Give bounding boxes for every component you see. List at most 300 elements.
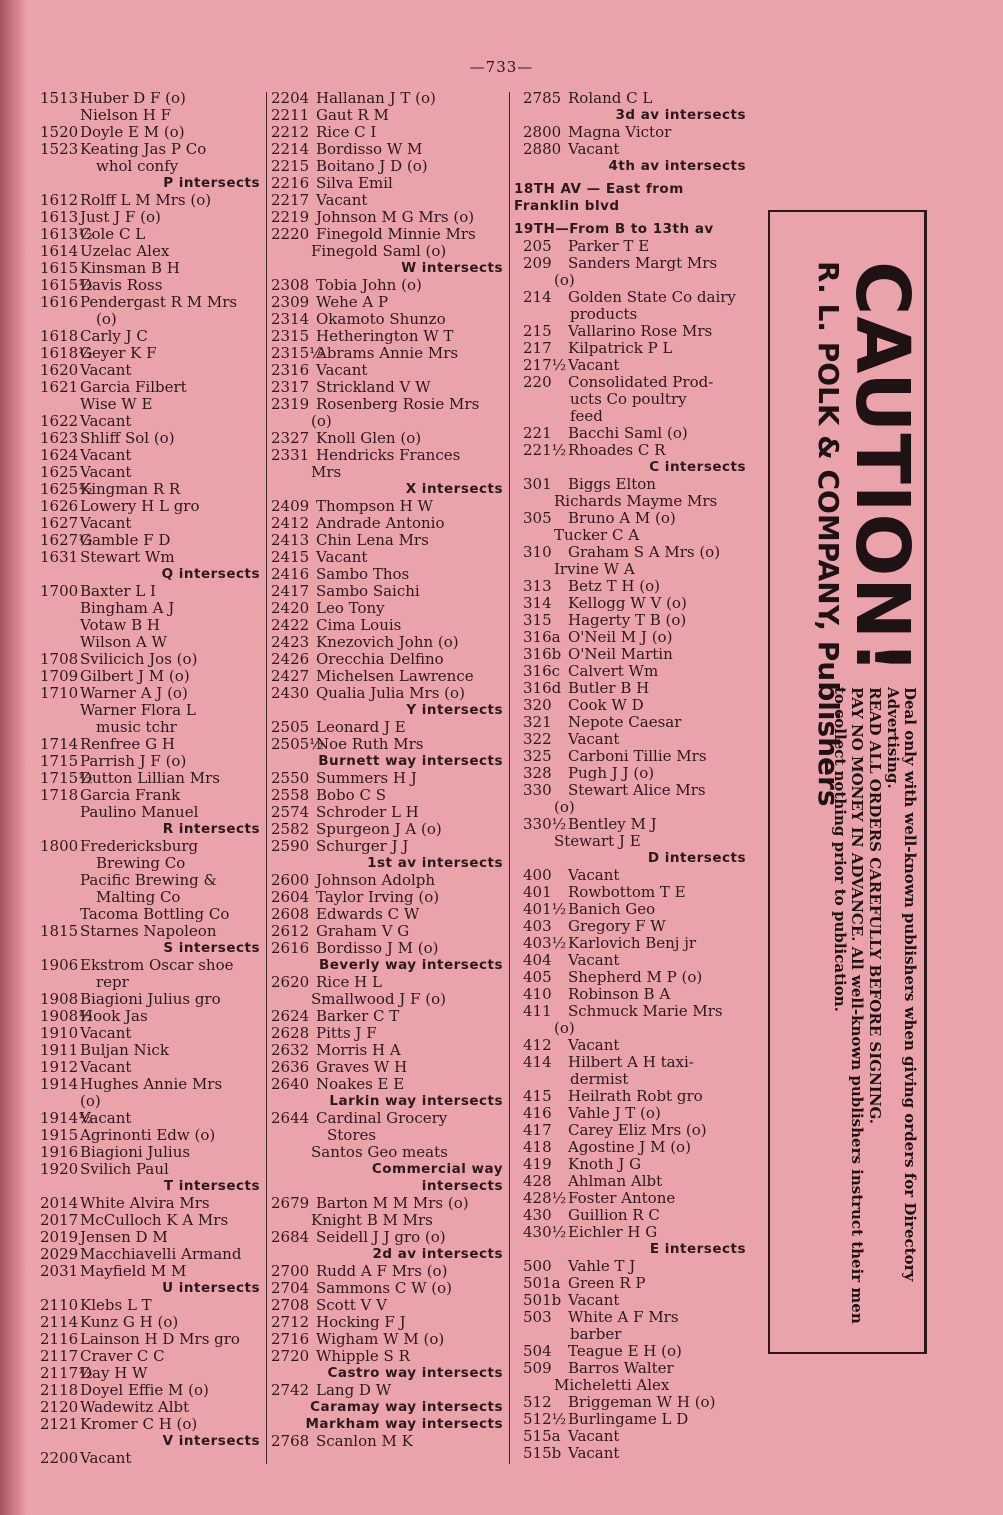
resident-name: White A F Mrs xyxy=(568,1309,679,1326)
house-number: 1613½ xyxy=(40,226,93,243)
resident-name: Hendricks Frances xyxy=(316,447,461,464)
house-number: 2114 xyxy=(40,1314,79,1331)
directory-entry-continuation: Brewing Co xyxy=(96,855,186,872)
house-number: 414 xyxy=(523,1054,552,1071)
directory-entry xyxy=(514,289,746,306)
column-divider xyxy=(509,92,510,1464)
house-number: 2582 xyxy=(271,821,310,838)
resident-name: Seidell J J gro (o) xyxy=(316,1229,446,1246)
house-number: 1700 xyxy=(40,583,79,600)
house-number: 321 xyxy=(523,714,552,731)
resident-name: Huber D F (o) xyxy=(80,90,186,107)
directory-entry xyxy=(514,731,746,748)
house-number: 2620 xyxy=(271,974,310,991)
resident-name: Orecchia Delfino xyxy=(316,651,444,668)
resident-name: Bacchi Saml (o) xyxy=(568,425,688,442)
house-number: 2331 xyxy=(271,447,310,464)
directory-entry xyxy=(40,345,260,362)
directory-entry xyxy=(40,243,260,260)
house-number: 2700 xyxy=(271,1263,310,1280)
house-number: 1906 xyxy=(40,957,79,974)
resident-name: Chin Lena Mrs xyxy=(316,532,429,549)
directory-entry-continuation: Malting Co xyxy=(96,889,181,906)
resident-name: O'Neil Martin xyxy=(568,646,673,663)
cross-street-heading: X intersects xyxy=(405,481,503,497)
directory-entry xyxy=(40,1348,260,1365)
resident-name: Vacant xyxy=(568,357,620,374)
house-number: 315 xyxy=(523,612,552,629)
directory-entry-continuation: whol confy xyxy=(96,158,179,175)
house-number: 2211 xyxy=(271,107,310,124)
resident-name: Mayfield M M xyxy=(80,1263,187,1280)
house-number: 401 xyxy=(523,884,552,901)
resident-name: Starnes Napoleon xyxy=(80,923,217,940)
resident-name: Jensen D M xyxy=(80,1229,168,1246)
resident-name: Bordisso J M (o) xyxy=(316,940,439,957)
directory-entry xyxy=(514,663,746,680)
directory-entry xyxy=(40,1076,260,1093)
house-number: 416 xyxy=(523,1105,552,1122)
house-number: 305 xyxy=(523,510,552,527)
cross-street-heading: intersects xyxy=(421,1178,503,1194)
directory-entry xyxy=(514,510,746,527)
directory-entry xyxy=(271,838,503,855)
resident-name: Edwards C W xyxy=(316,906,420,923)
caution-line: Deal only with well-known publishers when giving orders for Directory Advertising. xyxy=(884,687,919,1282)
house-number: 1627½ xyxy=(40,532,93,549)
resident-name: Vacant xyxy=(80,1059,132,1076)
house-number: 221½ xyxy=(523,442,567,459)
street-heading: 18TH AV — East from xyxy=(514,181,684,197)
directory-entry xyxy=(514,1411,746,1428)
directory-entry xyxy=(271,1433,503,1450)
resident-name: Vacant xyxy=(568,141,620,158)
directory-entry xyxy=(271,600,503,617)
house-number: 1912 xyxy=(40,1059,79,1076)
house-number: 503 xyxy=(523,1309,552,1326)
cross-street-heading: C intersects xyxy=(649,459,746,475)
resident-name: Vacant xyxy=(568,1037,620,1054)
directory-entry xyxy=(514,357,746,374)
house-number: 301 xyxy=(523,476,552,493)
house-number: 509 xyxy=(523,1360,552,1377)
resident-name: Qualia Julia Mrs (o) xyxy=(316,685,465,702)
directory-entry xyxy=(271,821,503,838)
house-number: 205 xyxy=(523,238,552,255)
house-number: 2800 xyxy=(523,124,562,141)
resident-name: Shepherd M P (o) xyxy=(568,969,703,986)
house-number: 2785 xyxy=(523,90,562,107)
house-number: 217 xyxy=(523,340,552,357)
directory-entry xyxy=(271,1229,503,1246)
resident-name: Shliff Sol (o) xyxy=(80,430,175,447)
directory-entry xyxy=(271,1382,503,1399)
resident-name: Carboni Tillie Mrs xyxy=(568,748,707,765)
directory-entry xyxy=(271,447,503,464)
directory-entry xyxy=(40,1263,260,1280)
house-number: 2214 xyxy=(271,141,310,158)
directory-entry xyxy=(514,1343,746,1360)
resident-name: Hallanan J T (o) xyxy=(316,90,436,107)
resident-name: Biggs Elton xyxy=(568,476,656,493)
house-number: 404 xyxy=(523,952,552,969)
resident-name: Bentley M J xyxy=(568,816,657,833)
directory-entry xyxy=(40,583,260,600)
directory-entry xyxy=(40,1450,260,1467)
directory-entry xyxy=(271,787,503,804)
resident-name: Hook Jas xyxy=(80,1008,148,1025)
directory-entry xyxy=(271,651,503,668)
resident-name: Nepote Caesar xyxy=(568,714,682,731)
house-number: 1914 xyxy=(40,1076,79,1093)
directory-entry xyxy=(40,753,260,770)
house-number: 2608 xyxy=(271,906,310,923)
cross-street-heading: Q intersects xyxy=(161,566,260,582)
directory-entry-continuation: Knight B M Mrs xyxy=(311,1212,433,1229)
house-number: 412 xyxy=(523,1037,552,1054)
directory-entry xyxy=(271,141,503,158)
resident-name: Warner A J (o) xyxy=(80,685,188,702)
resident-name: Vacant xyxy=(316,549,368,566)
directory-entry xyxy=(514,952,746,969)
resident-name: Rice C I xyxy=(316,124,377,141)
directory-entry xyxy=(40,209,260,226)
house-number: 2031 xyxy=(40,1263,79,1280)
directory-entry xyxy=(40,1008,260,1025)
house-number: 418 xyxy=(523,1139,552,1156)
directory-entry xyxy=(40,651,260,668)
directory-entry xyxy=(271,107,503,124)
resident-name: Rice H L xyxy=(316,974,382,991)
column-divider xyxy=(266,92,267,1464)
directory-entry-continuation: Mrs xyxy=(311,464,342,481)
directory-entry-continuation: ucts Co poultry xyxy=(570,391,687,408)
house-number: 403½ xyxy=(523,935,567,952)
resident-name: Noe Ruth Mrs xyxy=(316,736,424,753)
cross-street-heading: W intersects xyxy=(401,260,503,276)
house-number: 2716 xyxy=(271,1331,310,1348)
house-number: 1911 xyxy=(40,1042,79,1059)
resident-name: Gaut R M xyxy=(316,107,389,124)
house-number: 2632 xyxy=(271,1042,310,1059)
directory-entry xyxy=(514,1037,746,1054)
house-number: 2217 xyxy=(271,192,310,209)
resident-name: Lang D W xyxy=(316,1382,392,1399)
resident-name: Keating Jas P Co xyxy=(80,141,207,158)
directory-entry xyxy=(514,1445,746,1462)
resident-name: Rosenberg Rosie Mrs xyxy=(316,396,480,413)
house-number: 1815 xyxy=(40,923,79,940)
house-number: 1915 xyxy=(40,1127,79,1144)
house-number: 313 xyxy=(523,578,552,595)
resident-name: Schurger J J xyxy=(316,838,409,855)
directory-entry xyxy=(40,294,260,311)
directory-entry xyxy=(514,1309,746,1326)
house-number: 330 xyxy=(523,782,552,799)
directory-entry-continuation: feed xyxy=(570,408,603,425)
resident-name: Calvert Wm xyxy=(568,663,659,680)
house-number: 2413 xyxy=(271,532,310,549)
directory-entry xyxy=(514,578,746,595)
house-number: 215 xyxy=(523,323,552,340)
directory-entry xyxy=(40,90,260,107)
directory-entry xyxy=(514,1275,746,1292)
directory-entry xyxy=(514,425,746,442)
resident-name: Gamble F D xyxy=(80,532,171,549)
directory-entry xyxy=(40,464,260,481)
resident-name: Vacant xyxy=(80,464,132,481)
resident-name: Vacant xyxy=(316,192,368,209)
directory-entry xyxy=(40,328,260,345)
directory-entry xyxy=(271,617,503,634)
directory-entry xyxy=(40,1229,260,1246)
directory-entry xyxy=(271,736,503,753)
directory-entry xyxy=(40,1314,260,1331)
house-number: 2420 xyxy=(271,600,310,617)
caution-notice-box xyxy=(768,210,927,1354)
house-number: 430½ xyxy=(523,1224,567,1241)
resident-name: Banich Geo xyxy=(568,901,656,918)
directory-entry xyxy=(514,918,746,935)
resident-name: Kingman R R xyxy=(80,481,181,498)
resident-name: Hetherington W T xyxy=(316,328,454,345)
house-number: 2430 xyxy=(271,685,310,702)
resident-name: Magna Victor xyxy=(568,124,672,141)
resident-name: Finegold Minnie Mrs xyxy=(316,226,476,243)
caution-line: PAY NO MONEY IN ADVANCE. All well-known publishers instruct their men to collect nothing prior to publication. xyxy=(831,687,866,1324)
resident-name: Vacant xyxy=(568,731,620,748)
house-number: 2880 xyxy=(523,141,562,158)
resident-name: Vacant xyxy=(80,362,132,379)
directory-entry-continuation: (o) xyxy=(311,413,332,430)
street-heading: 19TH—From B to 13th av xyxy=(514,221,714,237)
house-number: 2423 xyxy=(271,634,310,651)
resident-name: Agostine J M (o) xyxy=(568,1139,691,1156)
directory-entry xyxy=(271,1280,503,1297)
house-number: 2558 xyxy=(271,787,310,804)
directory-entry xyxy=(271,770,503,787)
house-number: 2308 xyxy=(271,277,310,294)
directory-entry xyxy=(514,612,746,629)
resident-name: Kilpatrick P L xyxy=(568,340,673,357)
directory-entry xyxy=(514,1003,746,1020)
directory-entry xyxy=(40,1246,260,1263)
resident-name: Biagioni Julius xyxy=(80,1144,191,1161)
house-number: 2110 xyxy=(40,1297,79,1314)
directory-entry xyxy=(514,255,746,272)
house-number: 1618½ xyxy=(40,345,93,362)
caution-line: READ ALL ORDERS CAREFULLY BEFORE SIGNING. xyxy=(866,687,884,1125)
resident-name: Vacant xyxy=(80,1025,132,1042)
resident-name: Vacant xyxy=(568,1445,620,1462)
directory-entry xyxy=(271,1348,503,1365)
directory-entry-continuation: Warner Flora L xyxy=(80,702,196,719)
house-number: 2315 xyxy=(271,328,310,345)
directory-entry xyxy=(514,1139,746,1156)
directory-entry xyxy=(271,583,503,600)
directory-entry xyxy=(271,1076,503,1093)
cross-street-heading: U intersects xyxy=(162,1280,260,1296)
house-number: 2121 xyxy=(40,1416,79,1433)
resident-name: Vacant xyxy=(80,447,132,464)
directory-entry xyxy=(514,1258,746,1275)
directory-entry xyxy=(271,294,503,311)
resident-name: Doyel Effie M (o) xyxy=(80,1382,209,1399)
resident-name: Spurgeon J A (o) xyxy=(316,821,442,838)
resident-name: Bordisso W M xyxy=(316,141,423,158)
house-number: 2704 xyxy=(271,1280,310,1297)
house-number: 1715 xyxy=(40,753,79,770)
resident-name: Dutton Lillian Mrs xyxy=(80,770,220,787)
house-number: 221 xyxy=(523,425,552,442)
house-number: 2684 xyxy=(271,1229,310,1246)
directory-entry-continuation: Wilson A W xyxy=(80,634,167,651)
directory-entry-continuation: products xyxy=(570,306,638,323)
directory-entry xyxy=(40,736,260,753)
directory-entry-continuation: Bingham A J xyxy=(80,600,175,617)
resident-name: Svilicich Jos (o) xyxy=(80,651,198,668)
house-number: 2604 xyxy=(271,889,310,906)
house-number: 428½ xyxy=(523,1190,567,1207)
directory-entry xyxy=(271,1314,503,1331)
directory-entry xyxy=(40,838,260,855)
house-number: 504 xyxy=(523,1343,552,1360)
resident-name: Johnson M G Mrs (o) xyxy=(316,209,475,226)
directory-entry-continuation: dermist xyxy=(570,1071,629,1088)
resident-name: Barros Walter xyxy=(568,1360,674,1377)
house-number: 2314 xyxy=(271,311,310,328)
resident-name: Lowery H L gro xyxy=(80,498,200,515)
cross-street-heading: 2d av intersects xyxy=(372,1246,503,1262)
resident-name: Kinsman B H xyxy=(80,260,180,277)
directory-entry-continuation: Pacific Brewing & xyxy=(80,872,217,889)
house-number: 1520 xyxy=(40,124,79,141)
resident-name: Vacant xyxy=(80,1450,132,1467)
directory-entry xyxy=(40,1382,260,1399)
resident-name: Cole C L xyxy=(80,226,146,243)
directory-entry xyxy=(514,124,746,141)
house-number: 328 xyxy=(523,765,552,782)
directory-entry xyxy=(271,124,503,141)
directory-entry xyxy=(40,1025,260,1042)
directory-entry xyxy=(271,1263,503,1280)
directory-entry-continuation: Tucker C A xyxy=(554,527,640,544)
house-number: 2708 xyxy=(271,1297,310,1314)
directory-entry xyxy=(271,719,503,736)
directory-entry xyxy=(40,192,260,209)
resident-name: Lainson H D Mrs gro xyxy=(80,1331,240,1348)
directory-entry xyxy=(40,124,260,141)
resident-name: Vahle J T (o) xyxy=(568,1105,661,1122)
house-number: 515b xyxy=(523,1445,562,1462)
resident-name: Schroder L H xyxy=(316,804,419,821)
resident-name: Uzelac Alex xyxy=(80,243,170,260)
house-number: 2029 xyxy=(40,1246,79,1263)
resident-name: Baxter L I xyxy=(80,583,156,600)
directory-entry-continuation: repr xyxy=(96,974,129,991)
directory-entry xyxy=(271,906,503,923)
house-number: 2505 xyxy=(271,719,310,736)
resident-name: Betz T H (o) xyxy=(568,578,660,595)
house-number: 1615½ xyxy=(40,277,93,294)
directory-entry xyxy=(40,1059,260,1076)
directory-entry xyxy=(271,498,503,515)
house-number: 1625½ xyxy=(40,481,93,498)
resident-name: O'Neil M J (o) xyxy=(568,629,673,646)
resident-name: Abrams Annie Mrs xyxy=(316,345,459,362)
directory-entry xyxy=(514,476,746,493)
resident-name: Stewart Wm xyxy=(80,549,175,566)
directory-entry xyxy=(514,374,746,391)
house-number: 2327 xyxy=(271,430,310,447)
directory-entry xyxy=(40,1127,260,1144)
resident-name: Hilbert A H taxi- xyxy=(568,1054,694,1071)
resident-name: Summers H J xyxy=(316,770,417,787)
house-number: 2640 xyxy=(271,1076,310,1093)
resident-name: Parrish J F (o) xyxy=(80,753,187,770)
resident-name: Day H W xyxy=(80,1365,148,1382)
house-number: 209 xyxy=(523,255,552,272)
directory-entry xyxy=(271,1008,503,1025)
directory-column-3 xyxy=(514,90,746,1462)
house-number: 2616 xyxy=(271,940,310,957)
publisher-name: R. L. POLK & COMPANY, Publishers xyxy=(812,261,845,807)
resident-name: Ekstrom Oscar shoe xyxy=(80,957,234,974)
directory-entry xyxy=(40,532,260,549)
resident-name: Strickland V W xyxy=(316,379,431,396)
resident-name: Buljan Nick xyxy=(80,1042,169,1059)
resident-name: Knoth J G xyxy=(568,1156,642,1173)
directory-entry xyxy=(514,1428,746,1445)
house-number: 1513 xyxy=(40,90,79,107)
resident-name: Renfree G H xyxy=(80,736,175,753)
directory-entry xyxy=(40,447,260,464)
resident-name: Sambo Saichi xyxy=(316,583,420,600)
directory-entry xyxy=(514,1394,746,1411)
directory-entry xyxy=(271,940,503,957)
cross-street-heading: E intersects xyxy=(649,1241,746,1257)
house-number: 2316 xyxy=(271,362,310,379)
house-number: 330½ xyxy=(523,816,567,833)
house-number: 2212 xyxy=(271,124,310,141)
directory-entry xyxy=(514,141,746,158)
resident-name: Burlingame L D xyxy=(568,1411,689,1428)
resident-name: Kellogg W V (o) xyxy=(568,595,687,612)
resident-name: Knezovich John (o) xyxy=(316,634,459,651)
directory-entry xyxy=(514,969,746,986)
house-number: 2204 xyxy=(271,90,310,107)
house-number: 501b xyxy=(523,1292,562,1309)
house-number: 512½ xyxy=(523,1411,567,1428)
resident-name: Klebs L T xyxy=(80,1297,152,1314)
resident-name: Whipple S R xyxy=(316,1348,410,1365)
cross-street-heading: Commercial way xyxy=(371,1161,503,1177)
directory-entry xyxy=(271,175,503,192)
house-number: 2600 xyxy=(271,872,310,889)
house-number: 1914½ xyxy=(40,1110,93,1127)
house-number: 2550 xyxy=(271,770,310,787)
resident-name: Gregory F W xyxy=(568,918,666,935)
directory-entry xyxy=(40,277,260,294)
house-number: 2417 xyxy=(271,583,310,600)
house-number: 2679 xyxy=(271,1195,310,1212)
resident-name: Vacant xyxy=(80,413,132,430)
directory-column-1 xyxy=(40,90,260,1467)
resident-name: Kunz G H (o) xyxy=(80,1314,179,1331)
directory-entry xyxy=(271,515,503,532)
directory-entry xyxy=(40,379,260,396)
house-number: 325 xyxy=(523,748,552,765)
